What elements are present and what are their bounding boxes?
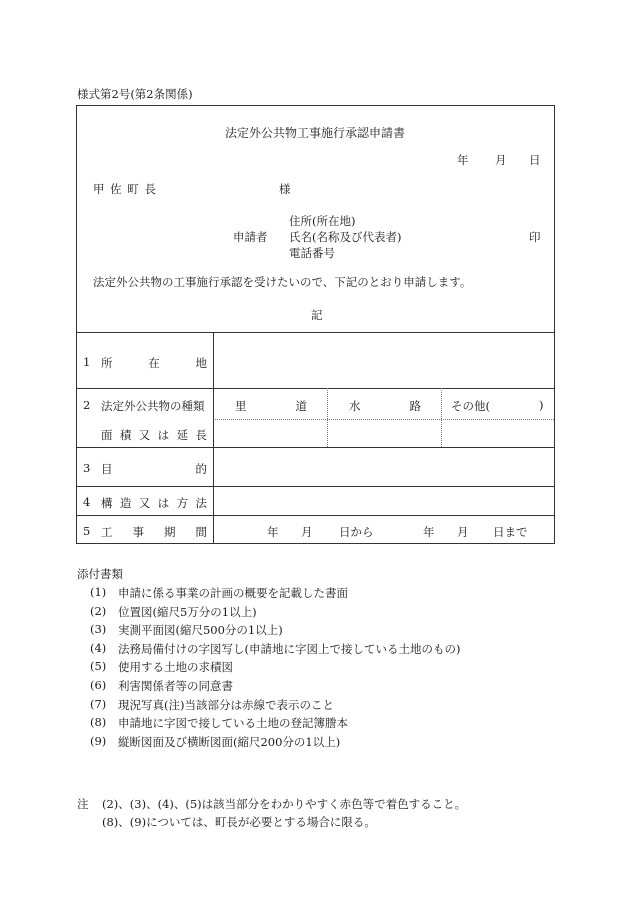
row3-number: 3 (83, 461, 91, 475)
attachment-number: (6) (90, 678, 107, 692)
label-char: 又 (138, 496, 151, 510)
attachment-number: (7) (90, 696, 107, 711)
option-char: 里 (235, 399, 247, 413)
label-char: 事 (132, 525, 144, 539)
label-char: 所 (101, 356, 113, 370)
seal-mark: 印 (529, 230, 541, 244)
row5-number: 5 (83, 524, 91, 538)
note-line-1: (2)、(3)、(4)、(5)は該当部分をわかりやすく赤色等で着色すること。 (102, 797, 467, 811)
label-char: 的 (195, 462, 207, 476)
form-number-label: 様式第2号(第2条関係) (77, 87, 193, 101)
attachment-item: 現況写真(注)当該部分は赤線で表示のこと (118, 697, 334, 712)
period-to-day: 日まで (493, 525, 528, 539)
date-day: 日 (529, 153, 541, 167)
table-top-rule (77, 332, 554, 333)
period-from-year: 年 (267, 525, 279, 539)
option-ridou (235, 398, 307, 414)
attachment-item: 縦断図面及び横断図面(縮尺200分の1以上) (118, 734, 341, 749)
row3-label (101, 461, 207, 477)
addressee-honorific: 様 (279, 182, 291, 196)
row2-label: 法定外公共物の種類 (101, 399, 205, 413)
label-char: 地 (195, 356, 207, 370)
attachment-number: (3) (90, 622, 107, 637)
note-label: 注 (77, 797, 89, 811)
attachment-item: 実測平面図(縮尺500分の1以上) (118, 623, 283, 638)
period-from-day: 日から (339, 525, 374, 539)
application-statement: 法定外公共物の工事施行承認を受けたいので、下記のとおり申請します。 (93, 275, 472, 289)
label-char: 構 (101, 496, 113, 510)
date-month: 月 (495, 153, 507, 167)
period-to-year: 年 (423, 525, 435, 539)
label-char: 積 (119, 428, 132, 442)
row2-number: 2 (83, 398, 91, 412)
column-rule (213, 332, 214, 544)
label-char: は (157, 428, 170, 442)
option-char: 路 (409, 399, 421, 413)
label-char: 期 (164, 525, 176, 539)
row1-label (101, 355, 207, 371)
addressee-name: 甲 佐 町 長 (93, 182, 157, 196)
attachment-item: 位置図(縮尺5万分の1以上) (118, 604, 257, 619)
option-suiro (349, 398, 421, 414)
attachment-item: 申請に係る事業の計画の概要を記載した書面 (118, 586, 348, 600)
column-dotted-rule (441, 388, 442, 447)
ki-heading: 記 (311, 308, 323, 322)
attachment-number: (5) (90, 659, 107, 674)
row1-number: 1 (83, 355, 91, 369)
applicant-phone: 電話番号 (289, 246, 335, 260)
option-char: 水 (349, 399, 361, 413)
date-year: 年 (457, 153, 469, 167)
label-char: 又 (138, 428, 151, 442)
attachment-number: (1) (90, 585, 107, 599)
period-to-month: 月 (457, 525, 469, 539)
attachment-number: (4) (90, 640, 107, 655)
option-char: 道 (295, 399, 307, 413)
label-char: 目 (101, 462, 113, 476)
row4-number: 4 (83, 495, 91, 509)
label-char: 方 (176, 496, 189, 510)
row-rule (77, 515, 554, 516)
label-char: 造 (119, 496, 132, 510)
row-dotted-rule (213, 419, 554, 420)
option-other-close: ) (539, 398, 544, 412)
label-char: 間 (195, 525, 207, 539)
label-char: 法 (195, 496, 207, 510)
document-title: 法定外公共物工事施行承認申請書 (225, 126, 406, 140)
label-char: 長 (195, 428, 207, 442)
label-char: は (157, 496, 170, 510)
attachment-item: 法務局備付けの字図写し(申請地に字図上で接している土地のもの) (118, 641, 461, 656)
row4-label (101, 495, 207, 511)
attachment-number: (8) (90, 715, 107, 730)
attachment-item: 使用する土地の求積図 (118, 660, 233, 675)
applicant-address: 住所(所在地) (289, 214, 356, 228)
column-dotted-rule (327, 388, 328, 447)
row-rule (77, 486, 554, 487)
row2b-label (101, 427, 207, 443)
label-char: 在 (148, 356, 160, 370)
application-form-box (76, 105, 555, 544)
row-rule (77, 388, 554, 389)
note-line-2: (8)、(9)については、町長が必要とする場合に限る。 (102, 815, 376, 829)
attachments-title: 添付書類 (77, 567, 123, 581)
period-from-month: 月 (301, 525, 313, 539)
applicant-name: 氏名(名称及び代表者) (289, 230, 402, 244)
attachment-number: (9) (90, 733, 107, 748)
row5-label (101, 524, 207, 540)
applicant-label: 申請者 (233, 230, 268, 244)
label-char: 工 (101, 525, 113, 539)
label-char: 延 (176, 428, 189, 442)
attachment-number: (2) (90, 603, 107, 618)
label-char: 面 (101, 428, 113, 442)
attachment-item: 利害関係者等の同意書 (118, 679, 233, 693)
attachment-item: 申請地に字図で接している土地の登記簿謄本 (118, 716, 348, 731)
option-other-open: その他( (451, 399, 490, 413)
row-rule (77, 447, 554, 448)
